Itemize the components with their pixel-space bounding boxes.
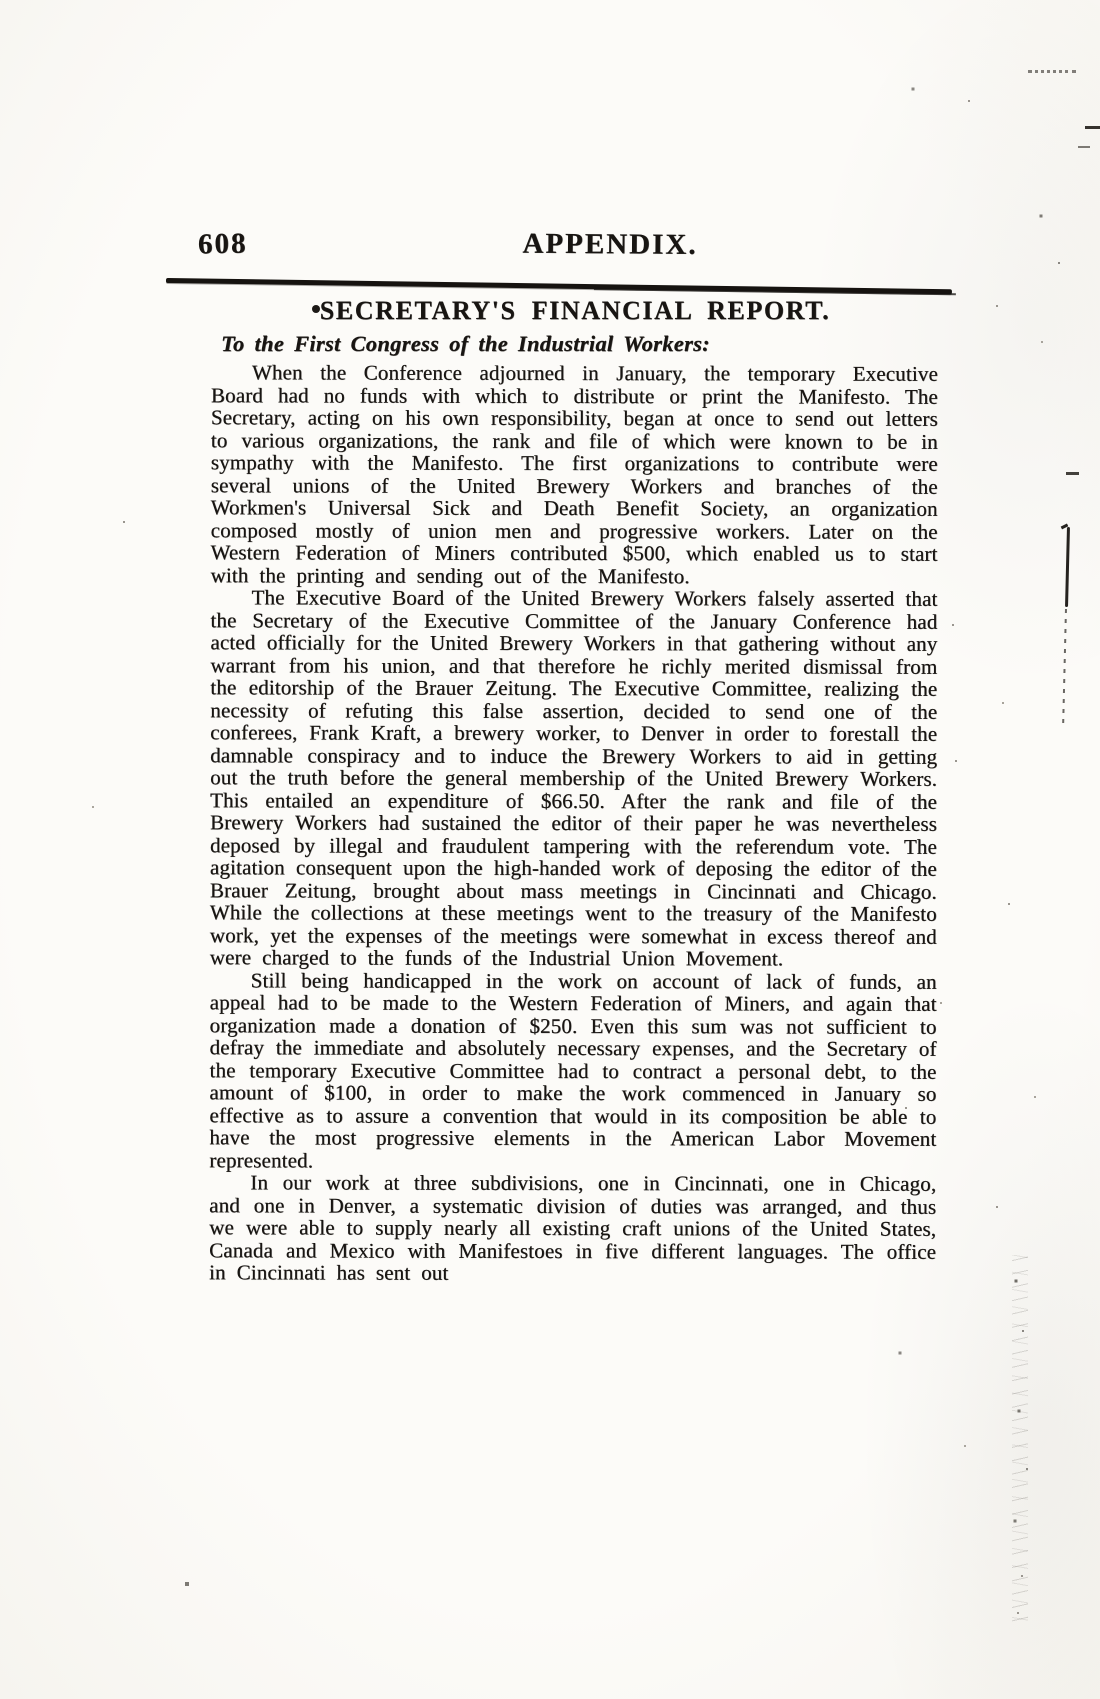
header-rule xyxy=(166,278,952,294)
scan-artifact-edge-dash xyxy=(1078,146,1090,148)
title-row xyxy=(210,296,940,326)
paragraph-2: The Executive Board of the United Brewery Workers falsely asserted that the Secretary of the Executive Committee of the January Conference had acted officially for the United Brewery Workers in that gathering without any warrant from his union, and that therefore he richly merited dismissal from the editorship of the Brauer Zeitung. The Executive Committee, realizing the necessity of refuting this false assertion, decided to send one of the conferees, Frank Kraft, a brewery worker, to Denver in order to forestall the damnable conspiracy and to induce the Brewery Workers to aid in getting out the truth before the general membership of the United Brewery Workers. This entailed an expenditure of $66.50. After the rank and file of the Brewery Workers had sustained the editor of their paper he was nevertheless deposed by illegal and fraudulent tampering with the referendum vote. The agitation consequent upon the high-handed work of deposing the editor of the Brauer Zeitung, brought about mass meetings in Cincinnati and Chicago. While the collections at these meetings went to the treasury of the Manifesto work, yet the expenses of the meetings were somewhat in excess thereof and were charged to the funds of the Industrial Union Movement. xyxy=(209,585,938,971)
scan-artifact-dotted-dash xyxy=(1028,70,1076,73)
paragraph-1: When the Conference adjourned in January, the temporary Executive Board had no funds with which to distribute or print the Manifesto. The Secretary, acting on his own responsibility, began at once to send out letters to various organizations, the rank and file of which were known to be in sympathy with the Manifesto. The first organizations to contribute were several unions of the United Brewery Workers and branches of the Workmen's Universal Sick and Death Benefit Society, an organization composed mostly of union men and progressive workers. Later on the Western Federation of Miners contributed $500, which enabled us to start with the printing and sending out of the Manifesto. xyxy=(210,360,938,588)
salutation: To the First Congress of the Industrial Workers: xyxy=(221,331,710,356)
scan-noise-specks xyxy=(0,0,2,2)
scan-artifact-edge-dash xyxy=(1085,126,1100,129)
paragraph-4: In our work at three subdivisions, one in Cincinnati, one in Chicago, and one in Denver, a systematic division of duties was arranged, and thus we were able to supply nearly all existing craft unions of the United States, Canada and Mexico with Manifestoes in five different languages. The office in Cincinnati has sent out xyxy=(209,1170,937,1285)
page-number: 608 xyxy=(197,227,248,261)
margin-pen-stroke xyxy=(1065,527,1070,607)
paragraph-3: Still being handicapped in the work on account of lack of funds, an appeal had to be made to the Western Federation of Miners, and again that organization made a donation of $250. Even this sum was not sufficient to defray the immediate and absolutely necessary expenses, and the Secretary of the temporary Executive Committee had to contract a personal debt, to the amount of $100, in order to make the work commenced in January so effective as to assure a convention that would in its composition be able to have the most progressive elements in the American Labor Movement represented. xyxy=(209,967,937,1172)
running-head: APPENDIX. xyxy=(522,227,698,261)
section-bullet-icon xyxy=(312,305,320,313)
page-title: SECRETARY'S FINANCIAL REPORT. xyxy=(319,296,831,325)
scan-noise-band xyxy=(1012,1255,1028,1625)
report-body xyxy=(209,361,938,1285)
scan-artifact-margin-dash xyxy=(1066,472,1079,475)
